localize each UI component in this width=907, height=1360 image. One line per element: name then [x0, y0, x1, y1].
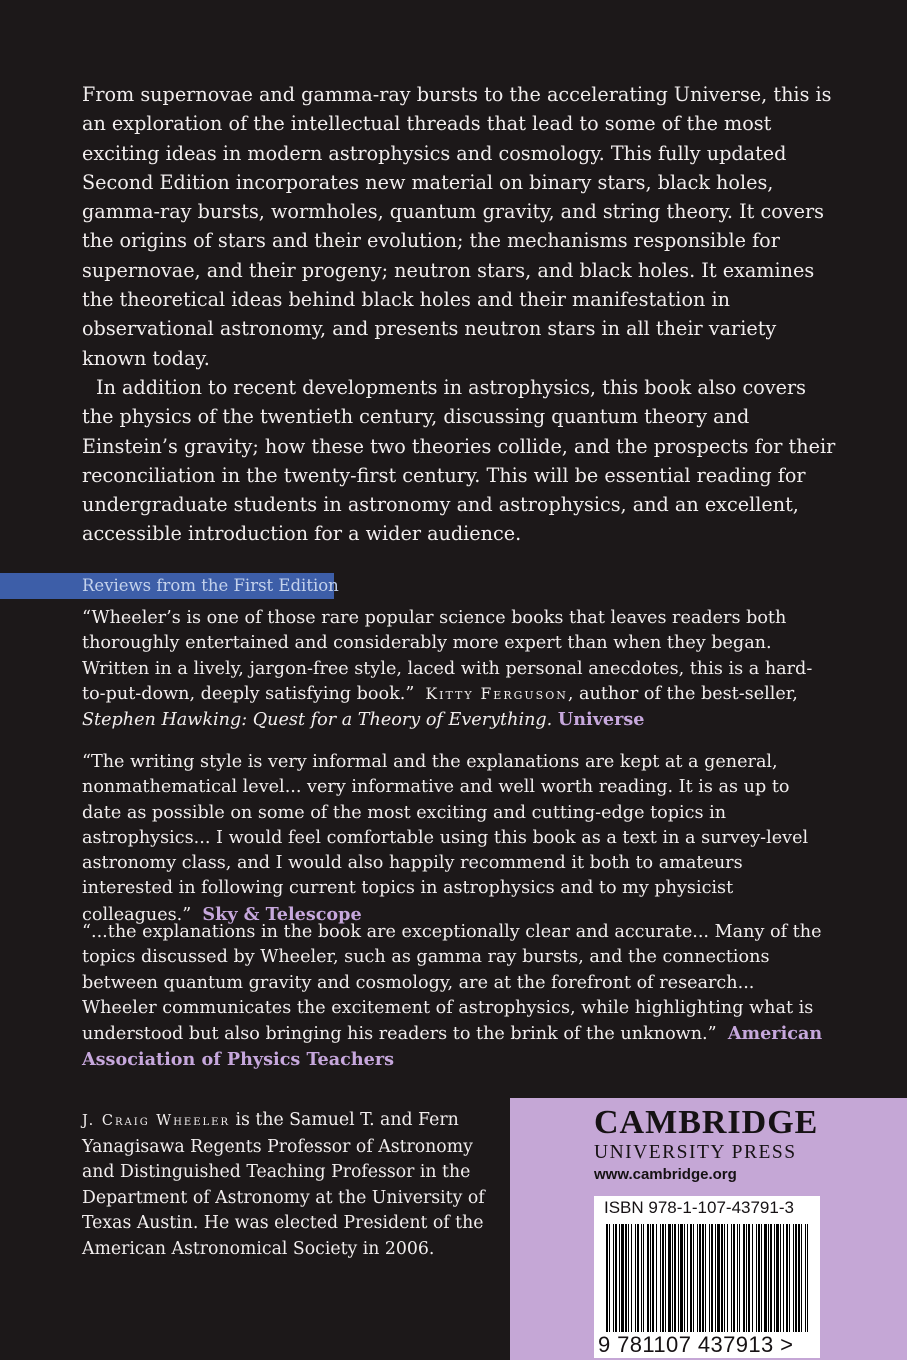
- review-2-quote: “The writing style is very informal and the explanations are kept at a general, nonmathematical level... very informative and well worth reading. It is as up to date as possible on some of the most exciting and cutting-edge topics in astrophysics... I would feel comfortable using this book as a text in a survey-level astronomy class, and I would also happily recommend it both to amateurs interested in following current topics in astrophysics and to my physicist colleagues.”: [82, 752, 809, 925]
- publisher-name: CAMBRIDGE: [594, 1104, 819, 1141]
- author-bio-text: is the Samuel T. and Fern Yanagisawa Regents Professor of Astronomy and Distinguished Teaching Professor in the Department of Astronomy at the University of Texas Austin. He was elected President of the American Astronomical Society in 2006.: [82, 1110, 485, 1259]
- review-1-source: Universe: [557, 709, 645, 731]
- review-1: [82, 606, 827, 733]
- review-2-source: Sky & Telescope: [202, 903, 362, 925]
- isbn-label: ISBN 978-1-107-43791-3: [604, 1198, 794, 1217]
- barcode-panel: [594, 1196, 820, 1358]
- review-1-book-title: Stephen Hawking: Quest for a Theory of Everything.: [82, 710, 553, 731]
- barcode-icon: [606, 1224, 808, 1332]
- author-name: J. Craig Wheeler: [82, 1113, 230, 1129]
- review-3-quote: “...the explanations in the book are exceptionally clear and accurate... Many of the topics discussed by Wheeler, such as gamma ray bursts, and the connections between quantum gravity and cosmology, are at the forefront of research... Wheeler communicates the excitement of astrophysics, while highlighting what is understood but also bringing his readers to the brink of the unknown.”: [82, 922, 822, 1045]
- review-1-quote: “Wheeler’s is one of those rare popular science books that leaves readers both thoroughly entertained and considerably more expert than when they began. Written in a lively, jargon-free style, laced with personal anecdotes, this is a hard-to-put-down, deeply satisfying book.”: [82, 608, 813, 704]
- review-1-person-role: , author of the best-seller,: [567, 683, 798, 704]
- book-description: [82, 80, 842, 549]
- publisher-subtitle: UNIVERSITY PRESS: [594, 1142, 797, 1163]
- review-1-person: Kitty Ferguson: [425, 684, 568, 703]
- review-2: [82, 750, 827, 928]
- review-3-source: American Association of Physics Teachers: [82, 1023, 823, 1071]
- reviews-heading: Reviews from the First Edition: [82, 576, 339, 595]
- publisher-box: [510, 1098, 907, 1360]
- author-bio: [82, 1108, 487, 1262]
- description-paragraph-1: From supernovae and gamma-ray bursts to the accelerating Universe, this is an exploration of the intellectual threads that lead to some of the most exciting ideas in modern astrophysics and cosmology. This fully updated Second Edition incorporates new material on binary stars, black holes, gamma-ray bursts, wormholes, quantum gravity, and string theory. It covers the origins of stars and their evolution; the mechanisms responsible for supernovae, and their progeny; neutron stars, and black holes. It examines the theoretical ideas behind black holes and their manifestation in observational astronomy, and presents neutron stars in all their variety known today.: [82, 83, 832, 370]
- publisher-url: www.cambridge.org: [594, 1166, 737, 1183]
- review-3: [82, 920, 827, 1074]
- reviews-heading-bar: [0, 573, 339, 599]
- description-paragraph-2: In addition to recent developments in astrophysics, this book also covers the physics of the twentieth century, discussing quantum theory and Einstein’s gravity; how these two theories collide, and the prospects for their reconciliation in the twenty-first century. This will be essential reading for undergraduate students in astronomy and astrophysics, and an excellent, accessible introduction for a wider audience.: [82, 375, 836, 546]
- barcode-digits: 9 781107 437913 >: [598, 1332, 794, 1357]
